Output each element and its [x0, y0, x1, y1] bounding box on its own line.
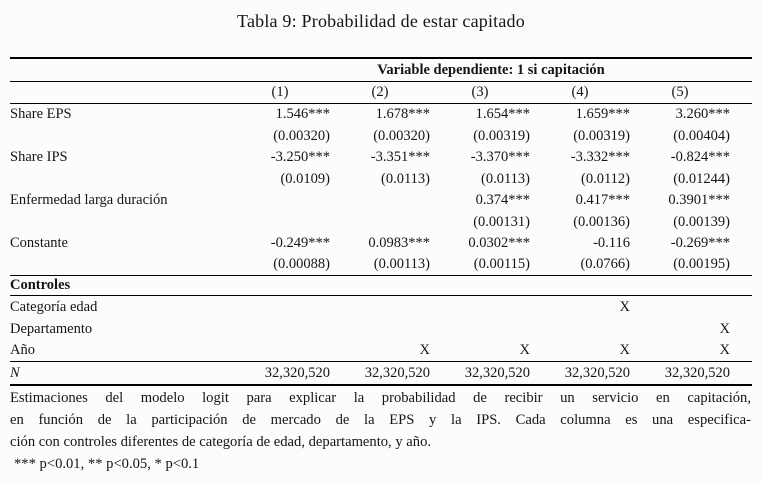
coefficient-cell: 0.0983***: [368, 235, 430, 251]
table-title: Tabla 9: Probabilidad de estar capitado: [237, 11, 525, 31]
control-cell: [630, 296, 730, 318]
control-cell: [230, 296, 330, 318]
n-cell: 32,320,520: [330, 362, 430, 386]
se-cell: (0.00319): [573, 127, 630, 144]
n-cell: 32,320,520: [230, 362, 330, 386]
se-cell: (0.00320): [273, 127, 330, 144]
control-cell: X: [430, 340, 530, 362]
coefficient-cell: -0.824***: [670, 149, 730, 165]
empty-cell: [10, 58, 230, 82]
coefficient-cell: -3.250***: [270, 149, 330, 165]
se-cell: (0.00404): [673, 127, 730, 144]
control-cell: [430, 318, 530, 340]
note-line: ción con controles diferentes de categoría de edad, departamento, y año.: [10, 434, 432, 450]
se-cell: (0.0113): [381, 170, 430, 187]
coefficient-cell: 0.3901***: [668, 192, 730, 208]
row-label: Categoría edad: [10, 298, 98, 315]
empty-cell: [730, 254, 752, 276]
row-label: Enfermedad larga duración: [10, 192, 168, 208]
column-header: (4): [530, 82, 630, 104]
dependent-variable-header: Variable dependiente: 1 si capitación: [230, 58, 752, 82]
empty-cell: [10, 125, 230, 147]
control-cell: X: [330, 340, 430, 362]
table-row: [10, 340, 752, 362]
column-header: (1): [230, 82, 330, 104]
se-cell: (0.00115): [430, 254, 530, 276]
controls-section-header: Controles: [10, 276, 752, 296]
empty-cell: [730, 318, 752, 340]
column-header: (3): [430, 82, 530, 104]
column-header: (5): [630, 82, 730, 104]
empty-cell: [730, 362, 752, 386]
table-row: [10, 82, 752, 104]
table-row: [10, 211, 752, 233]
n-cell: 32,320,520: [630, 362, 730, 386]
regression-table: [10, 57, 752, 386]
se-cell: (0.00319): [473, 127, 530, 144]
table-row: [10, 190, 752, 212]
se-cell: (0.00195): [630, 254, 730, 276]
n-cell: 32,320,520: [430, 362, 530, 386]
coefficient-cell: 0.374***: [475, 192, 530, 208]
control-cell: X: [530, 340, 630, 362]
coefficient-cell: 3.260***: [675, 106, 730, 122]
empty-cell: [730, 296, 752, 318]
se-cell: (0.00136): [573, 213, 630, 230]
table-row: [10, 254, 752, 276]
se-cell: (0.00113): [330, 254, 430, 276]
se-cell: (0.0109): [280, 170, 330, 187]
empty-cell: [730, 190, 752, 212]
table-notes: [10, 387, 751, 475]
row-label: Share EPS: [10, 106, 72, 122]
empty-cell: [730, 147, 752, 169]
coefficient-cell: -3.351***: [370, 149, 430, 165]
se-cell: (0.0766): [530, 254, 630, 276]
coefficient-cell: [330, 190, 430, 212]
coefficient-cell: 0.417***: [575, 192, 630, 208]
table-row: [10, 233, 752, 255]
coefficient-cell: -0.249***: [270, 235, 330, 251]
table-row: [10, 362, 752, 386]
empty-cell: [730, 104, 752, 126]
empty-cell: [730, 211, 752, 233]
empty-cell: [730, 82, 752, 104]
control-cell: X: [630, 340, 730, 362]
column-header: (2): [330, 82, 430, 104]
coefficient-cell: -0.116: [593, 235, 630, 251]
control-cell: X: [719, 320, 730, 337]
se-cell: (0.00088): [230, 254, 330, 276]
row-label: Constante: [10, 235, 68, 251]
coefficient-cell: 1.659***: [575, 106, 630, 122]
se-cell: (0.01244): [673, 170, 730, 187]
control-cell: [230, 318, 330, 340]
coefficient-cell: 1.654***: [475, 106, 530, 122]
empty-cell: [730, 340, 752, 362]
table-row: [10, 318, 752, 340]
coefficient-cell: -0.269***: [670, 235, 730, 251]
significance-note: *** p<0.01, ** p<0.05, * p<0.1: [14, 456, 200, 472]
control-cell: [330, 296, 430, 318]
coefficient-cell: [230, 190, 330, 212]
coefficient-cell: 0.0302***: [468, 235, 530, 251]
empty-cell: [10, 168, 230, 190]
control-cell: [430, 296, 530, 318]
table-row: [10, 104, 752, 126]
table-row: [10, 125, 752, 147]
row-label: Año: [10, 340, 230, 362]
control-cell: [530, 318, 630, 340]
coefficient-cell: 1.678***: [375, 106, 430, 122]
table-row: [10, 58, 752, 82]
empty-cell: [10, 254, 230, 276]
n-label: N: [10, 362, 230, 386]
se-cell: [230, 211, 330, 233]
control-cell: X: [619, 298, 630, 315]
empty-cell: [730, 168, 752, 190]
empty-cell: [730, 125, 752, 147]
note-line: en función de la participación de mercado de la EPS y la IPS. Cada columna es una especifica-: [10, 412, 751, 428]
se-cell: (0.0112): [581, 170, 630, 187]
se-cell: (0.00139): [673, 213, 730, 230]
note-line: Estimaciones del modelo logit para explicar la probabilidad de recibir un servicio en capitación,: [10, 390, 751, 406]
coefficient-cell: 1.546***: [275, 106, 330, 122]
row-label: Share IPS: [10, 149, 68, 165]
control-cell: [230, 340, 330, 362]
empty-cell: [730, 233, 752, 255]
empty-cell: [10, 82, 230, 104]
empty-cell: [10, 211, 230, 233]
coefficient-cell: -3.370***: [470, 149, 530, 165]
control-cell: [330, 318, 430, 340]
n-cell: 32,320,520: [530, 362, 630, 386]
table-row: [10, 296, 752, 318]
table-row: [10, 147, 752, 169]
table-row: [10, 168, 752, 190]
table-row: [10, 276, 752, 296]
se-cell: (0.00131): [473, 213, 530, 230]
row-label: Departamento: [10, 320, 93, 337]
se-cell: (0.0113): [481, 170, 530, 187]
se-cell: (0.00320): [373, 127, 430, 144]
coefficient-cell: -3.332***: [570, 149, 630, 165]
se-cell: [330, 211, 430, 233]
